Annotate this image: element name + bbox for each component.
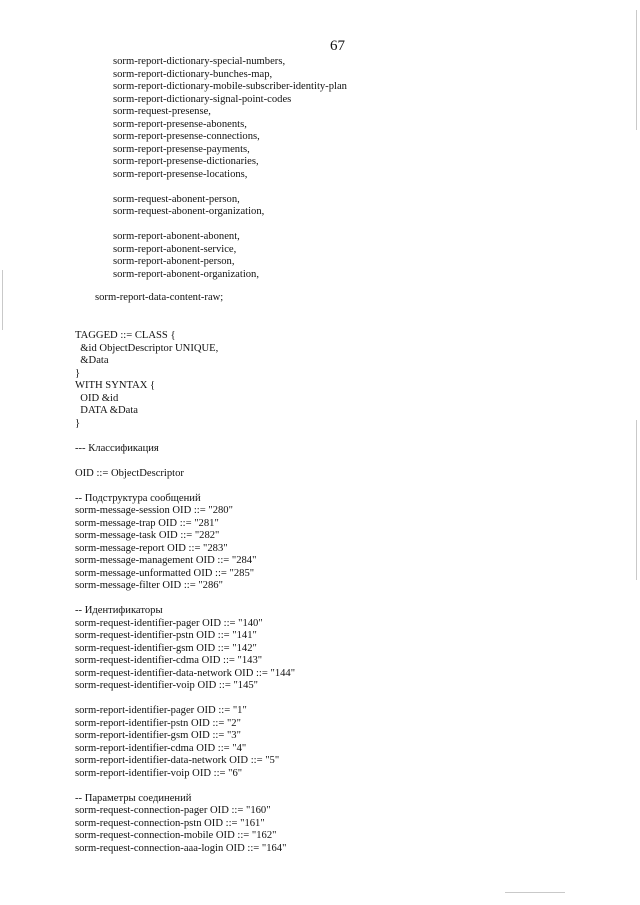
identifier-line: sorm-request-identifier-voip OID ::= "145" [75,680,258,691]
raw-line-block [95,292,223,305]
message-line: sorm-message-task OID ::= "282" [75,530,220,541]
raw-line: sorm-report-data-content-raw; [95,292,224,303]
identifier-line: sorm-report-identifier-pager OID ::= "1" [75,705,247,716]
connection-line: sorm-request-connection-mobile OID ::= "162" [75,830,277,841]
list-line: sorm-report-dictionary-bunches-map, [113,68,273,80]
tagged-line: WITH SYNTAX { [75,380,156,391]
list-line: sorm-request-abonent-organization, [113,206,265,217]
identifier-line: sorm-report-identifier-data-network OID ::= "5" [75,755,280,766]
identifier-comment: -- Идентификаторы [75,605,163,616]
list-line: sorm-report-presense-abonents, [113,118,247,130]
tagged-line: } [75,367,81,379]
list-line: sorm-report-dictionary-mobile-subscriber-identity-plan [113,81,347,92]
tagged-line: DATA &Data [75,405,138,416]
message-comment: -- Подструктура сообщений [75,492,201,504]
identifier-line: sorm-request-identifier-pstn OID ::= "141" [75,630,257,641]
top-list-block [113,56,347,281]
classification-comment: --- Классификация [75,442,159,454]
identifier-line: sorm-report-identifier-cdma OID ::= "4" [75,742,247,754]
message-line: sorm-message-report OID ::= "283" [75,542,228,554]
tagged-line: TAGGED ::= CLASS { [75,330,176,341]
tagged-line: } [75,417,81,429]
tagged-line: OID &id [75,392,119,404]
list-line: sorm-report-presense-connections, [113,131,260,142]
list-line: sorm-report-abonent-organization, [113,268,260,280]
message-line: sorm-message-management OID ::= "284" [75,555,257,566]
oid-definition: OID ::= ObjectDescriptor [75,467,184,479]
list-line: sorm-report-presense-payments, [113,143,250,155]
list-line: sorm-report-dictionary-signal-point-codes [113,93,292,105]
connection-line: sorm-request-connection-pager OID ::= "160" [75,805,271,816]
identifier-line: sorm-report-identifier-voip OID ::= "6" [75,767,243,779]
list-line: sorm-report-abonent-abonent, [113,231,240,242]
page-number: 67 [330,38,345,54]
identifier-line: sorm-request-identifier-pager OID ::= "140" [75,617,263,629]
code-block [75,330,295,855]
message-line: sorm-message-filter OID ::= "286" [75,580,223,591]
scan-edge-mark [636,420,637,580]
message-line: sorm-message-unformatted OID ::= "285" [75,567,255,579]
scan-edge-mark [505,892,565,893]
message-line: sorm-message-trap OID ::= "281" [75,517,219,529]
identifier-line: sorm-report-identifier-gsm OID ::= "3" [75,730,241,741]
list-line: sorm-request-presense, [113,106,211,117]
list-line: sorm-report-presense-locations, [113,168,248,180]
message-line: sorm-message-session OID ::= "280" [75,505,233,516]
identifier-line: sorm-request-identifier-gsm OID ::= "142" [75,642,257,654]
list-line: sorm-report-presense-dictionaries, [113,156,259,167]
connection-comment: -- Параметры соединений [75,792,192,804]
list-line: sorm-report-abonent-person, [113,256,235,267]
connection-line: sorm-request-connection-aaa-login OID ::= "164" [75,842,287,854]
scan-edge-mark [2,270,3,330]
tagged-line: &Data [75,355,109,366]
scan-edge-mark [636,10,637,130]
identifier-line: sorm-request-identifier-data-network OID ::= "144" [75,667,296,679]
list-line: sorm-report-abonent-service, [113,243,237,255]
list-line: sorm-report-dictionary-special-numbers, [113,56,286,67]
identifier-line: sorm-report-identifier-pstn OID ::= "2" [75,717,241,729]
list-line: sorm-request-abonent-person, [113,193,240,205]
identifier-line: sorm-request-identifier-cdma OID ::= "143" [75,655,263,666]
connection-line: sorm-request-connection-pstn OID ::= "161" [75,817,265,829]
tagged-line: &id ObjectDescriptor UNIQUE, [75,342,219,354]
